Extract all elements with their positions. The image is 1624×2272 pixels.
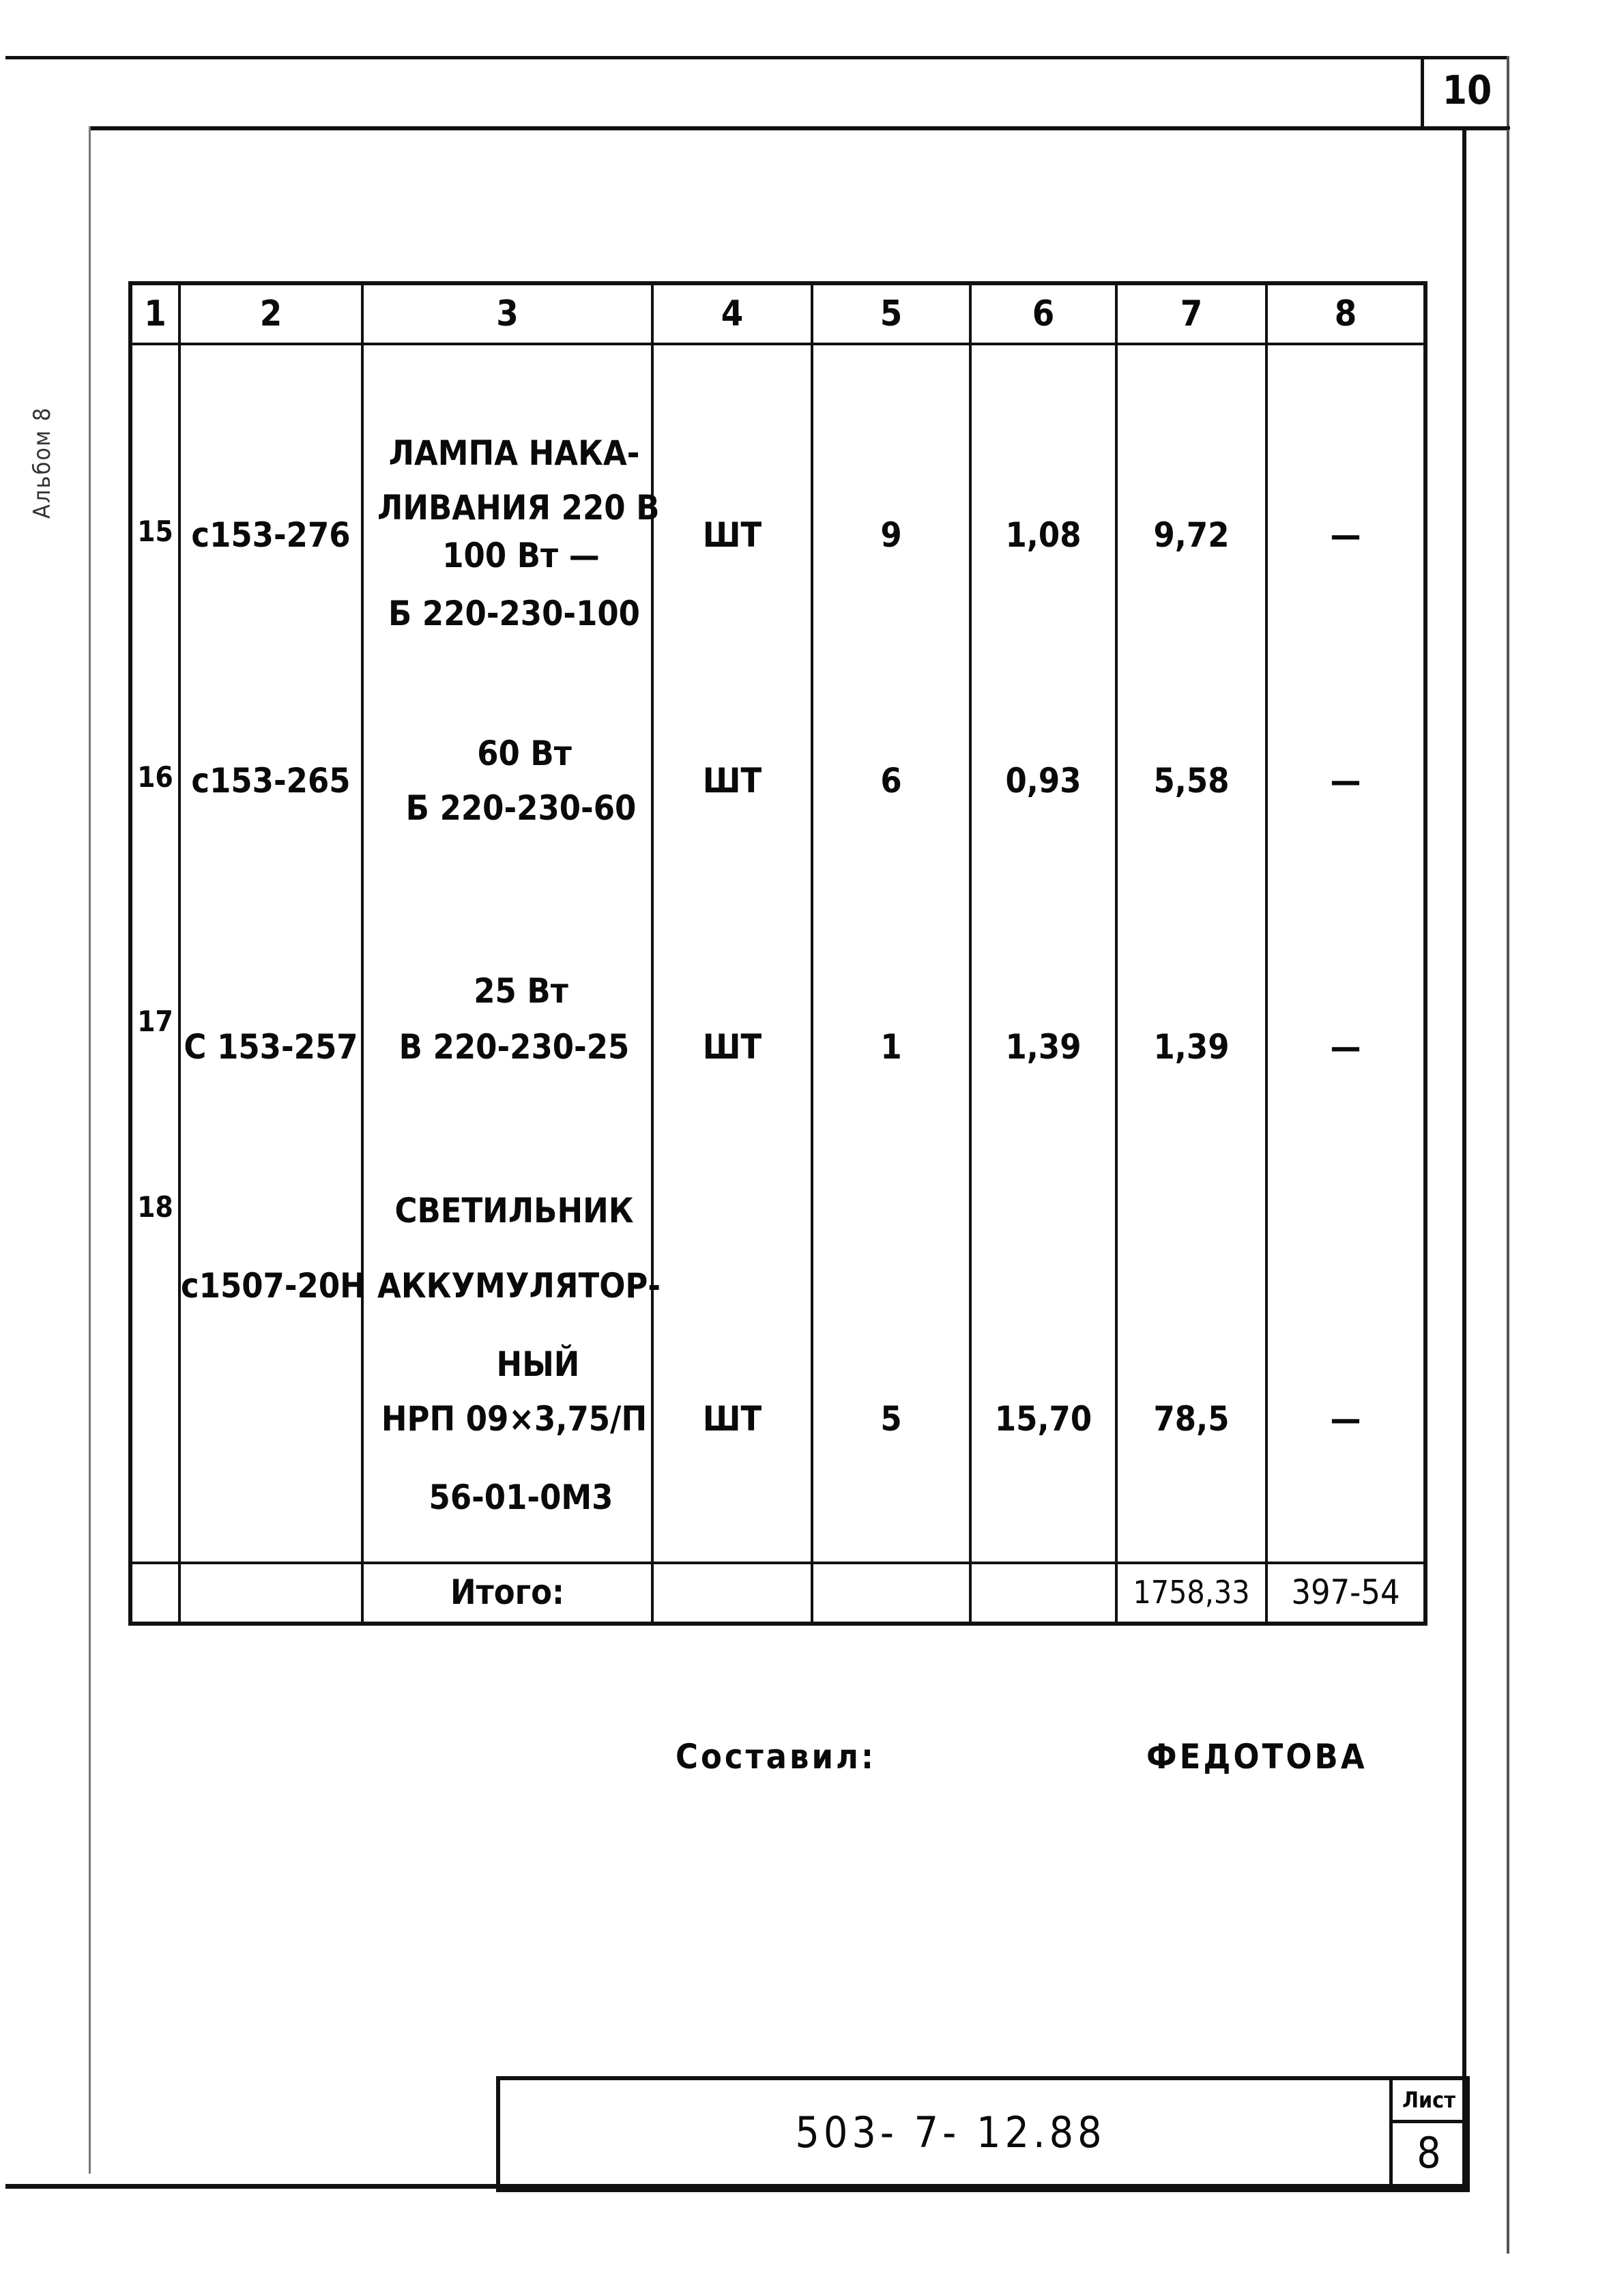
header-col-3: 3: [362, 283, 652, 344]
total-col-7: 1758,33: [1116, 1563, 1266, 1624]
col-3-cell: [362, 344, 661, 1563]
row-15-code: с153-276: [191, 515, 351, 555]
row-18-col8: —: [1330, 1399, 1361, 1439]
total-col-8: 397-54: [1266, 1563, 1425, 1624]
row-15-name-line-4: Б 220-230-100: [388, 594, 640, 633]
row-17-code: С 153-257: [184, 1027, 358, 1067]
total-col-1: [130, 1563, 179, 1624]
sheet-label: Лист: [1393, 2080, 1465, 2123]
compiled-by-name: ФЕДОТОВА: [1146, 1737, 1367, 1777]
row-16-unit: ШТ: [702, 761, 762, 801]
frame-right-line: [1462, 126, 1466, 2187]
specification-table: [128, 281, 1427, 1626]
table-header-row: [130, 283, 1425, 344]
total-col-4: [652, 1563, 812, 1624]
compiled-by-label: Составил:: [676, 1737, 876, 1777]
row-18-qty: 5: [880, 1399, 902, 1439]
col-2-cell: [179, 344, 366, 1563]
row-15-unit: ШТ: [702, 515, 762, 555]
header-col-5: 5: [812, 283, 970, 344]
header-col-6: 6: [970, 283, 1116, 344]
row-18-price: 15,70: [994, 1399, 1092, 1439]
row-16-name-line-1: 60 Вт: [477, 734, 572, 773]
total-col-6: [970, 1563, 1116, 1624]
row-18-name-line-5: 56-01-0М3: [429, 1478, 613, 1517]
row-15-num: 15: [137, 515, 173, 548]
row-15-sum: 9,72: [1153, 515, 1230, 555]
col-5-cell: [812, 344, 970, 1563]
row-17-col8: —: [1330, 1027, 1361, 1067]
frame-top-line-2: [89, 126, 1507, 130]
header-col-7: 7: [1116, 283, 1266, 344]
row-16-price: 0,93: [1005, 761, 1082, 801]
document-code: 503- 7- 12.88: [795, 2108, 1106, 2157]
row-18-code: с1507-20Н: [181, 1266, 366, 1306]
total-row: [130, 1563, 1425, 1624]
total-col-5: [812, 1563, 970, 1624]
album-side-label: Альбом 8: [29, 406, 56, 519]
frame-right-outer-line: [1507, 56, 1509, 2254]
row-16-qty: 6: [880, 761, 902, 801]
row-15-col8: —: [1330, 515, 1361, 555]
row-18-name-line-1: СВЕТИЛЬНИК: [394, 1191, 634, 1231]
header-col-8: 8: [1266, 283, 1425, 344]
row-17-name-line-2: В 220-230-25: [398, 1027, 630, 1067]
row-17-name-line-1: 25 Вт: [474, 971, 568, 1011]
frame-top-line: [5, 56, 1507, 59]
col-6-cell: [970, 344, 1116, 1563]
row-17-num: 17: [137, 1005, 173, 1038]
row-15-qty: 9: [880, 515, 902, 555]
row-18-name-line-2: АККУМУЛЯТОР-: [377, 1266, 661, 1306]
row-16-code: с153-265: [191, 761, 351, 801]
total-label: Итого:: [362, 1563, 652, 1624]
row-15-price: 1,08: [1005, 515, 1082, 555]
row-18-name-line-3: НЫЙ: [496, 1344, 580, 1384]
row-16-num: 16: [137, 760, 173, 794]
header-col-2: 2: [179, 283, 362, 344]
total-col-2: [179, 1563, 362, 1624]
row-18-sum: 78,5: [1153, 1399, 1230, 1439]
row-18-unit: ШТ: [702, 1399, 762, 1439]
header-col-4: 4: [652, 283, 812, 344]
col-4-cell: [652, 344, 812, 1563]
col-8-cell: [1266, 344, 1425, 1563]
row-15-name-line-2: ЛИВАНИЯ 220 В: [377, 488, 660, 528]
row-17-price: 1,39: [1005, 1027, 1082, 1067]
sheet-number: 8: [1417, 2128, 1441, 2178]
table-body: [130, 344, 1425, 1563]
row-17-qty: 1: [880, 1027, 902, 1067]
col-7-cell: [1116, 344, 1266, 1563]
row-17-unit: ШТ: [702, 1027, 762, 1067]
row-18-num: 18: [137, 1190, 173, 1224]
row-16-col8: —: [1330, 761, 1361, 801]
sheet-number-box: [1421, 56, 1510, 130]
row-18-name-line-4: НРП 09×3,75/П: [381, 1399, 648, 1439]
sheet-cell: [1389, 2080, 1465, 2184]
row-16-sum: 5,58: [1153, 761, 1230, 801]
header-col-1: 1: [130, 283, 179, 344]
col-1-cell: [130, 344, 179, 1563]
title-block-stamp: [496, 2076, 1470, 2192]
sheet-top-number: 10: [1442, 67, 1492, 113]
row-16-name-line-2: Б 220-230-60: [405, 788, 637, 828]
row-17-sum: 1,39: [1153, 1027, 1230, 1067]
frame-left-line: [89, 126, 91, 2174]
row-15-name-line-3: 100 Вт —: [442, 536, 600, 575]
row-15-name-line-1: ЛАМПА НАКА-: [388, 433, 640, 473]
